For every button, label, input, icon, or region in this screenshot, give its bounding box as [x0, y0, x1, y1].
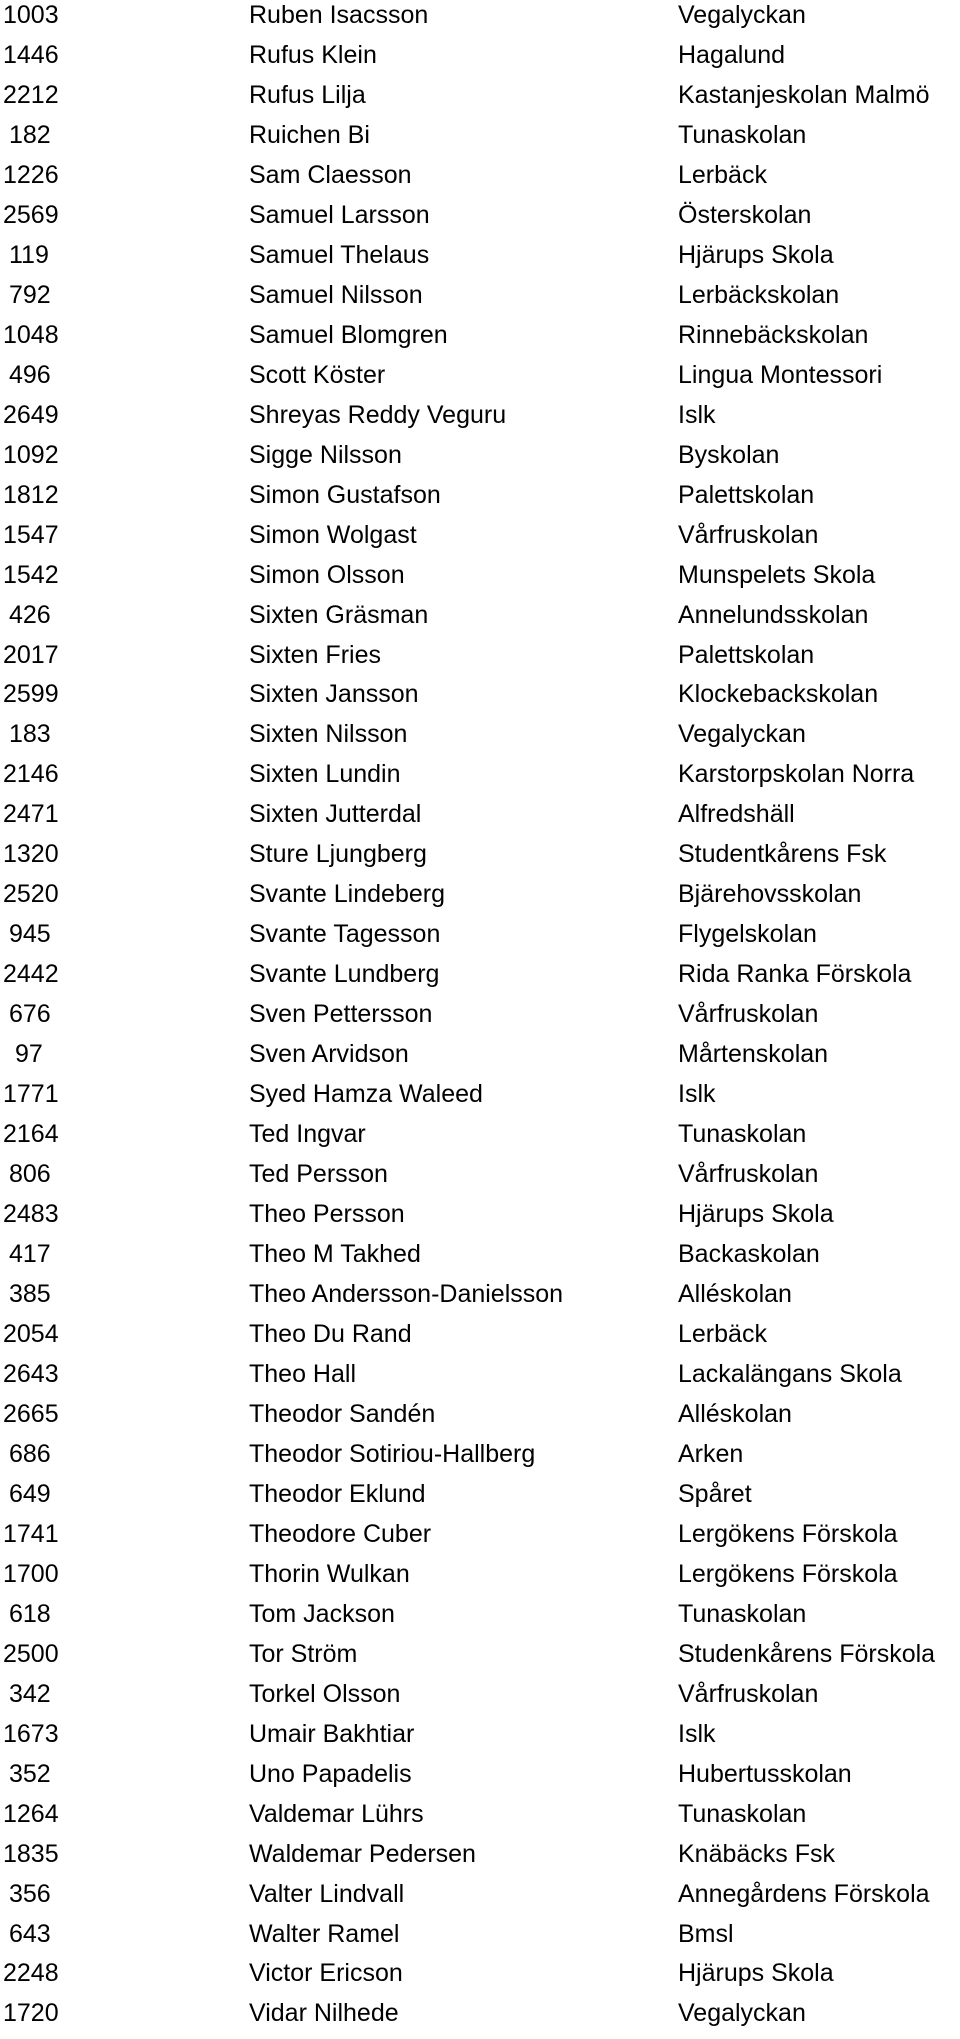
list-row	[0, 1760, 960, 1800]
participant-name: Valter Lindvall	[249, 1879, 405, 1908]
participant-name: Theo Andersson-Danielsson	[249, 1280, 564, 1308]
list-row	[0, 241, 960, 281]
participant-school: Munspelets Skola	[678, 560, 876, 589]
participant-name: Theodor Sotiriou-Hallberg	[249, 1439, 536, 1468]
list-row	[0, 1959, 960, 1999]
list-row	[0, 1800, 960, 1840]
participant-name: Simon Gustafson	[249, 480, 441, 509]
participant-number: 1835	[3, 1839, 59, 1868]
participant-name: Ted Ingvar	[249, 1120, 366, 1149]
participant-name: Theo Du Rand	[249, 1319, 412, 1348]
participant-number: 1226	[3, 160, 59, 189]
participant-number: 2643	[3, 1359, 59, 1388]
list-row	[0, 561, 960, 601]
participant-school: Kastanjeskolan Malmö	[678, 80, 930, 109]
participant-number: 1720	[3, 1999, 59, 2028]
participant-school: Lackalängans Skola	[678, 1359, 902, 1388]
participant-name: Umair Bakhtiar	[249, 1719, 415, 1748]
participant-name: Samuel Blomgren	[249, 320, 448, 349]
participant-number: 182	[9, 120, 51, 149]
participant-number: 183	[9, 720, 51, 749]
participant-school: Vårfruskolan	[678, 1679, 819, 1708]
list-row	[0, 41, 960, 81]
participant-name: Theo Persson	[249, 1200, 405, 1229]
list-row	[0, 1200, 960, 1240]
participant-number: 2569	[3, 200, 59, 229]
participant-name: Syed Hamza Waleed	[249, 1080, 483, 1109]
participant-number: 945	[9, 920, 51, 949]
participant-name: Theodore Cuber	[249, 1519, 432, 1548]
list-row	[0, 201, 960, 241]
list-row	[0, 880, 960, 920]
participant-school: Palettskolan	[678, 480, 815, 509]
list-row	[0, 361, 960, 401]
participant-school: Islk	[678, 1080, 716, 1109]
participant-number: 2054	[3, 1319, 59, 1348]
participant-name: Ruben Isacsson	[249, 1, 429, 29]
participant-school: Bjärehovsskolan	[678, 880, 862, 909]
list-row	[0, 121, 960, 161]
participant-number: 342	[9, 1679, 51, 1708]
participant-school: Lerbäck	[678, 1319, 767, 1348]
participant-school: Byskolan	[678, 440, 780, 469]
participant-number: 356	[9, 1879, 51, 1908]
participant-name: Theodor Eklund	[249, 1479, 426, 1508]
list-row	[0, 321, 960, 361]
participant-school: Lingua Montessori	[678, 360, 883, 389]
list-row	[0, 760, 960, 800]
list-row	[0, 1040, 960, 1080]
participant-number: 2212	[3, 80, 59, 109]
list-row	[0, 641, 960, 681]
participant-school: Palettskolan	[678, 640, 815, 669]
list-row	[0, 1280, 960, 1320]
participant-name: Svante Tagesson	[249, 920, 441, 949]
participant-school: Klockebackskolan	[678, 680, 879, 709]
participant-name: Thorin Wulkan	[249, 1559, 410, 1588]
participant-number: 1700	[3, 1559, 59, 1588]
participant-number: 119	[9, 240, 49, 269]
participant-name: Svante Lundberg	[249, 960, 440, 989]
list-row	[0, 1920, 960, 1960]
participant-name: Theo Hall	[249, 1359, 356, 1388]
participant-school: Arken	[678, 1439, 744, 1468]
participant-number: 426	[9, 600, 51, 629]
participant-number: 1673	[3, 1719, 59, 1748]
participant-name: Scott Köster	[249, 360, 386, 389]
list-row	[0, 521, 960, 561]
participant-school: Studenkårens Förskola	[678, 1639, 936, 1668]
list-row	[0, 441, 960, 481]
participant-number: 2248	[3, 1959, 59, 1988]
participant-name: Theo M Takhed	[249, 1240, 421, 1269]
participant-school: Lerbäck	[678, 160, 767, 189]
participant-number: 1003	[3, 1, 59, 29]
participant-number: 792	[9, 280, 51, 309]
participant-number: 2665	[3, 1399, 59, 1428]
participant-number: 1048	[3, 320, 59, 349]
participant-number: 2146	[3, 760, 59, 789]
participant-number: 618	[9, 1599, 51, 1628]
participant-school: Annelundsskolan	[678, 600, 869, 629]
participant-number: 2483	[3, 1200, 59, 1229]
participant-number: 1264	[3, 1799, 59, 1828]
participant-name: Torkel Olsson	[249, 1679, 401, 1708]
list-row	[0, 920, 960, 960]
participant-school: Vårfruskolan	[678, 1160, 819, 1189]
participant-school: Spåret	[678, 1479, 752, 1508]
participant-school: Annegårdens Förskola	[678, 1879, 930, 1908]
list-row	[0, 481, 960, 521]
participant-name: Ruichen Bi	[249, 120, 370, 149]
participant-number: 2017	[3, 640, 59, 669]
participant-number: 2599	[3, 680, 59, 709]
participant-school: Lerbäckskolan	[678, 280, 840, 309]
participant-school: Backaskolan	[678, 1240, 820, 1269]
list-row	[0, 1320, 960, 1360]
participant-name: Walter Ramel	[249, 1919, 400, 1948]
participant-number: 2471	[3, 800, 59, 829]
participant-name: Sixten Jutterdal	[249, 800, 422, 829]
participant-name: Rufus Lilja	[249, 80, 366, 109]
participant-school: Mårtenskolan	[678, 1040, 829, 1069]
participant-name: Sven Arvidson	[249, 1040, 409, 1069]
participant-school: Alléskolan	[678, 1280, 792, 1308]
participant-name: Sture Ljungberg	[249, 840, 427, 869]
list-row	[0, 1480, 960, 1520]
list-row	[0, 1640, 960, 1680]
participant-number: 97	[15, 1040, 43, 1069]
list-row	[0, 1400, 960, 1440]
participant-number: 2442	[3, 960, 59, 989]
participant-school: Islk	[678, 400, 716, 429]
participant-name: Samuel Thelaus	[249, 240, 430, 269]
participant-school: Hubertusskolan	[678, 1759, 852, 1788]
list-row	[0, 1840, 960, 1880]
participant-number: 417	[9, 1240, 51, 1269]
participant-name: Sixten Gräsman	[249, 600, 429, 629]
participant-school: Vårfruskolan	[678, 520, 819, 549]
participant-name: Theodor Sandén	[249, 1399, 436, 1428]
participant-name: Svante Lindeberg	[249, 880, 445, 909]
list-row	[0, 840, 960, 880]
participant-number: 352	[9, 1759, 51, 1788]
list-row	[0, 1000, 960, 1040]
participant-name: Samuel Nilsson	[249, 280, 423, 309]
participant-number: 686	[9, 1439, 51, 1468]
participant-name: Simon Olsson	[249, 560, 405, 589]
participant-school: Karstorpskolan Norra	[678, 760, 915, 789]
participant-number: 496	[9, 360, 51, 389]
list-row	[0, 1520, 960, 1560]
participant-number: 2164	[3, 1120, 59, 1149]
list-row	[0, 1160, 960, 1200]
participant-number: 1547	[3, 520, 59, 549]
participant-name: Sixten Fries	[249, 640, 381, 669]
participant-name: Sixten Nilsson	[249, 720, 408, 749]
list-row	[0, 281, 960, 321]
participant-number: 1092	[3, 440, 59, 469]
participant-number: 2520	[3, 880, 59, 909]
participant-name: Shreyas Reddy Veguru	[249, 400, 507, 429]
participant-name: Rufus Klein	[249, 40, 377, 69]
list-row	[0, 1720, 960, 1760]
list-row	[0, 1680, 960, 1720]
participant-school: Alléskolan	[678, 1399, 792, 1428]
participant-name: Sixten Jansson	[249, 680, 419, 709]
participant-number: 1812	[3, 480, 59, 509]
participant-number: 2649	[3, 400, 59, 429]
participant-number: 1446	[3, 40, 59, 69]
participant-school: Knäbäcks Fsk	[678, 1839, 836, 1868]
participant-school: Tunaskolan	[678, 1599, 807, 1628]
participant-school: Bmsl	[678, 1919, 734, 1948]
list-row	[0, 1, 960, 41]
participant-number: 649	[9, 1479, 51, 1508]
participant-number: 676	[9, 1000, 51, 1029]
participant-school: Studentkårens Fsk	[678, 840, 887, 869]
participant-name: Uno Papadelis	[249, 1759, 412, 1788]
participant-number: 385	[9, 1280, 51, 1308]
participant-school: Rida Ranka Förskola	[678, 960, 912, 989]
list-row	[0, 401, 960, 441]
list-row	[0, 1120, 960, 1160]
list-row	[0, 1880, 960, 1920]
participant-school: Vegalyckan	[678, 1999, 806, 2028]
participant-school: Lergökens Förskola	[678, 1519, 898, 1548]
participant-name: Sixten Lundin	[249, 760, 401, 789]
participant-number: 2500	[3, 1639, 59, 1668]
list-row	[0, 720, 960, 760]
participant-name: Sven Pettersson	[249, 1000, 433, 1029]
participant-name: Vidar Nilhede	[249, 1999, 399, 2028]
participant-number: 1542	[3, 560, 59, 589]
participant-name: Samuel Larsson	[249, 200, 430, 229]
participant-school: Hjärups Skola	[678, 1959, 834, 1988]
participant-name: Waldemar Pedersen	[249, 1839, 476, 1868]
list-row	[0, 601, 960, 641]
participant-school: Hjärups Skola	[678, 1200, 834, 1229]
list-row	[0, 960, 960, 1000]
participant-school: Vårfruskolan	[678, 1000, 819, 1029]
participant-number: 1771	[3, 1080, 59, 1109]
list-row	[0, 1360, 960, 1400]
list-row	[0, 1999, 960, 2039]
participant-school: Flygelskolan	[678, 920, 817, 949]
participant-school: Hagalund	[678, 40, 786, 69]
participant-school: Hjärups Skola	[678, 240, 834, 269]
participant-school: Tunaskolan	[678, 1799, 807, 1828]
participant-name: Victor Ericson	[249, 1959, 403, 1988]
participant-name: Valdemar Lührs	[249, 1799, 424, 1828]
list-row	[0, 800, 960, 840]
participant-name: Tor Ström	[249, 1639, 358, 1668]
participant-school: Lergökens Förskola	[678, 1559, 898, 1588]
participant-school: Rinnebäckskolan	[678, 320, 869, 349]
participant-school: Tunaskolan	[678, 1120, 807, 1149]
list-row	[0, 81, 960, 121]
participant-school: Alfredshäll	[678, 800, 795, 829]
participant-number: 643	[9, 1919, 51, 1948]
participant-number: 1741	[3, 1519, 59, 1548]
list-row	[0, 1560, 960, 1600]
participant-number: 806	[9, 1160, 51, 1189]
participant-number: 1320	[3, 840, 59, 869]
participant-school: Vegalyckan	[678, 720, 806, 749]
list-row	[0, 1240, 960, 1280]
participant-name: Simon Wolgast	[249, 520, 417, 549]
participant-name: Sam Claesson	[249, 160, 412, 189]
list-row	[0, 161, 960, 201]
list-row	[0, 1600, 960, 1640]
list-row	[0, 680, 960, 720]
participant-school: Islk	[678, 1719, 716, 1748]
list-row	[0, 1440, 960, 1480]
participant-name: Sigge Nilsson	[249, 440, 402, 469]
participant-school: Tunaskolan	[678, 120, 807, 149]
list-row	[0, 1080, 960, 1120]
participant-school: Österskolan	[678, 200, 812, 229]
participant-name: Tom Jackson	[249, 1599, 395, 1628]
participant-name: Ted Persson	[249, 1160, 388, 1189]
participant-school: Vegalyckan	[678, 1, 806, 29]
